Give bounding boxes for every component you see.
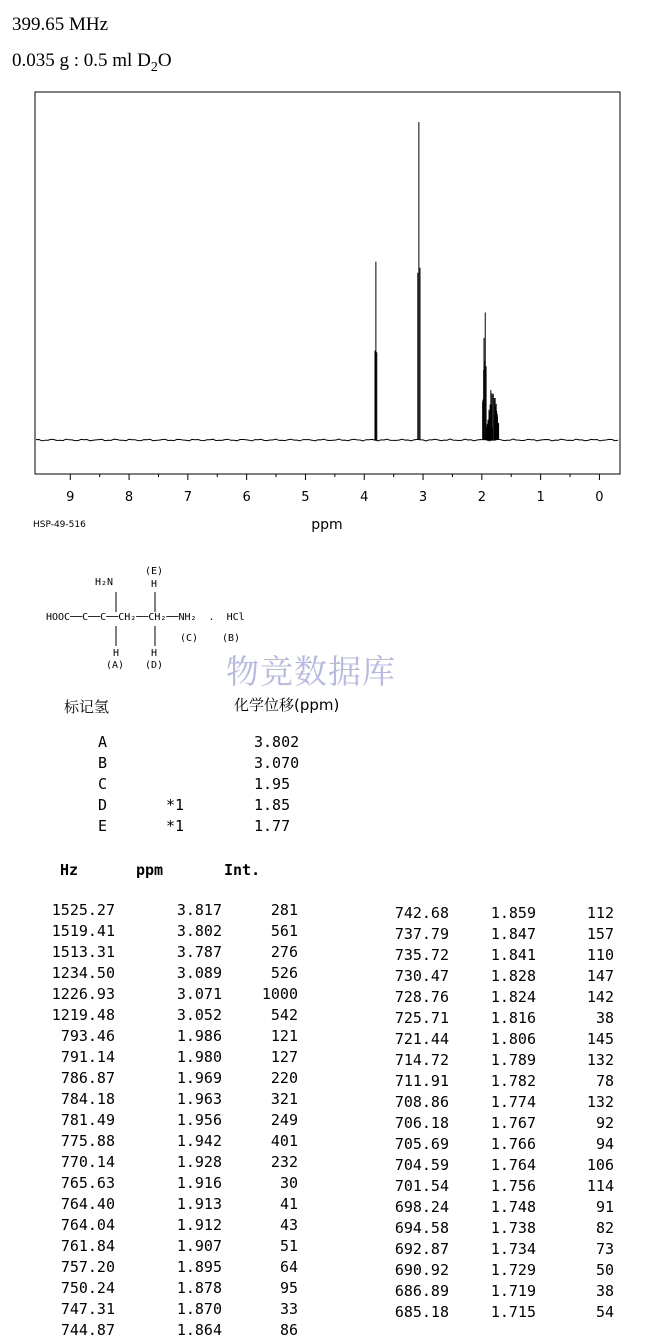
peak-ppm: 1.969 [176,1069,222,1087]
peak-hz: 694.58 [394,1219,449,1237]
peak-hz: 744.87 [60,1321,115,1339]
assignment-shift: 1.77 [254,817,291,835]
peak-intensity: 232 [270,1153,298,1171]
peak-ppm: 1.816 [490,1009,536,1027]
peak-row [368,987,628,1008]
assignment-proton-label: D [98,796,108,814]
peak-ppm: 1.841 [490,946,536,964]
peak-row [20,900,298,921]
assignment-shift: 3.802 [254,733,300,751]
peak-intensity: 249 [270,1111,298,1129]
peak-ppm: 1.907 [176,1237,222,1255]
peak-row [20,921,298,942]
peak-ppm: 1.756 [490,1177,536,1195]
x-tick-label: 3 [418,490,428,505]
peak-row [20,1320,298,1341]
assignment-proton-label: B [98,754,108,772]
peak-hz: 721.44 [394,1030,449,1048]
peak-row [368,1176,628,1197]
structure-h-right-bottom: H [151,648,158,659]
peak-hz: 742.68 [394,904,449,922]
peak-row [368,1050,628,1071]
peak-intensity: 121 [270,1027,298,1045]
peak-hz: 765.63 [60,1174,115,1192]
peak-intensity: 127 [270,1048,298,1066]
peak-intensity: 94 [595,1135,614,1153]
peak-row [20,1236,298,1257]
assignment-proton-label: A [98,733,108,751]
structure-a-label: (A) [106,660,125,671]
peak-hz: 690.92 [394,1261,449,1279]
peak-row [368,1071,628,1092]
peak-hz: 775.88 [60,1132,115,1150]
peak-hz: 781.49 [60,1111,115,1129]
peak-hz: 708.86 [394,1093,449,1111]
peak-row [368,1029,628,1050]
peak-hz: 735.72 [394,946,449,964]
peak-hz: 730.47 [394,967,449,985]
peak-ppm: 1.928 [176,1153,222,1171]
peak-hz: 1219.48 [51,1006,115,1024]
peak-hz: 761.84 [60,1237,115,1255]
peak-intensity: 82 [595,1219,614,1237]
peak-hz: 705.69 [394,1135,449,1153]
peak-row [20,963,298,984]
assignment-note: *1 [166,796,185,814]
peak-hz: 692.87 [394,1240,449,1258]
peak-hz: 770.14 [60,1153,115,1171]
peak-intensity: 54 [595,1303,614,1321]
peak-intensity: 542 [270,1006,298,1024]
peak-intensity: 132 [586,1093,614,1111]
assignment-row [98,816,358,837]
peak-row [20,942,298,963]
peak-hz: 764.40 [60,1195,115,1213]
peak-ppm: 1.764 [490,1156,536,1174]
peak-intensity: 220 [270,1069,298,1087]
assignment-proton-label: E [98,817,108,835]
peak-row [368,1113,628,1134]
peak-ppm: 3.071 [176,985,222,1003]
peak-row [368,924,628,945]
peak-intensity: 1000 [261,985,298,1003]
peak-row [20,1299,298,1320]
structure-h2n: H₂N [95,577,114,588]
peak-hz: 711.91 [394,1072,449,1090]
peak-hz: 728.76 [394,988,449,1006]
peak-header-hz: Hz [60,861,79,879]
peak-ppm: 1.729 [490,1261,536,1279]
peak-ppm: 1.912 [176,1216,222,1234]
peak-row [368,1092,628,1113]
peak-row [20,1215,298,1236]
peak-ppm: 3.817 [176,901,222,919]
peak-row [20,1089,298,1110]
sample-prefix: 0.035 g : 0.5 ml D [12,50,151,71]
peak-row [368,1197,628,1218]
peak-row [20,1257,298,1278]
peak-row [20,1131,298,1152]
peak-row [368,1302,628,1323]
peak-row [368,945,628,966]
peak-hz: 1226.93 [51,985,115,1003]
peak-ppm: 1.870 [176,1300,222,1318]
peak-row [368,1008,628,1029]
peak-ppm: 1.878 [176,1279,222,1297]
peak-intensity: 92 [595,1114,614,1132]
peak-row [20,1110,298,1131]
peak-ppm: 1.806 [490,1030,536,1048]
peak-row [20,1047,298,1068]
peak-ppm: 1.774 [490,1093,536,1111]
peak-row [20,1152,298,1173]
x-tick-label: 0 [595,490,604,505]
peak-ppm: 1.980 [176,1048,222,1066]
spectrometer-frequency: 399.65 MHz [12,14,109,35]
assignment-proton-label: C [98,775,108,793]
peak-intensity: 112 [586,904,614,922]
peak-ppm: 1.942 [176,1132,222,1150]
peak-hz: 701.54 [394,1177,449,1195]
peak-row [20,1194,298,1215]
peak-ppm: 1.719 [490,1282,536,1300]
peak-hz: 1525.27 [51,901,115,919]
peak-ppm: 1.986 [176,1027,222,1045]
peak-row [20,1278,298,1299]
x-tick-label: 8 [124,490,134,505]
peak-row [368,1134,628,1155]
peak-ppm: 1.956 [176,1111,222,1129]
peak-hz: 698.24 [394,1198,449,1216]
peak-ppm: 1.734 [490,1240,536,1258]
peak-hz: 714.72 [394,1051,449,1069]
peak-intensity: 142 [586,988,614,1006]
peak-hz: 1519.41 [51,922,115,940]
peak-ppm: 1.748 [490,1198,536,1216]
peak-hz: 1513.31 [51,943,115,961]
peak-hz: 704.59 [394,1156,449,1174]
structure-b-label: (B) [222,633,241,644]
peak-intensity: 114 [586,1177,614,1195]
peak-hz: 1234.50 [51,964,115,982]
peak-intensity: 33 [279,1300,298,1318]
peak-hz: 784.18 [60,1090,115,1108]
peak-intensity: 281 [270,901,298,919]
peak-ppm: 3.089 [176,964,222,982]
assignment-shift: 1.95 [254,775,291,793]
peak-intensity: 64 [279,1258,298,1276]
peak-hz: 793.46 [60,1027,115,1045]
peak-intensity: 132 [586,1051,614,1069]
peak-intensity: 30 [279,1174,298,1192]
structure-d-label: (D) [145,660,164,671]
peak-row [368,1239,628,1260]
peak-ppm: 1.715 [490,1303,536,1321]
x-tick-label: 4 [360,490,369,505]
assignment-shift: 3.070 [254,754,300,772]
peak-row [368,903,628,924]
peak-intensity: 95 [279,1279,298,1297]
peak-intensity: 106 [586,1156,614,1174]
structure-c-label: (C) [180,633,199,644]
assignment-header-shift: 化学位移(ppm) [234,696,340,714]
peak-intensity: 145 [586,1030,614,1048]
peak-intensity: 401 [270,1132,298,1150]
peak-hz: 764.04 [60,1216,115,1234]
peak-hz: 786.87 [60,1069,115,1087]
peak-hz: 706.18 [394,1114,449,1132]
peak-ppm: 1.859 [490,904,536,922]
peak-intensity: 38 [595,1009,614,1027]
peak-hz: 685.18 [394,1303,449,1321]
x-tick-label: 6 [242,490,251,505]
peak-ppm: 1.913 [176,1195,222,1213]
peak-hz: 791.14 [60,1048,115,1066]
assignment-shift: 1.85 [254,796,291,814]
assignment-row [98,774,358,795]
spectrum-code: HSP-49-516 [33,520,86,530]
peak-ppm: 1.895 [176,1258,222,1276]
peak-ppm: 1.782 [490,1072,536,1090]
peak-ppm: 3.052 [176,1006,222,1024]
peak-intensity: 38 [595,1282,614,1300]
peak-row [368,1218,628,1239]
peak-intensity: 561 [270,922,298,940]
x-tick-label: 2 [477,490,486,505]
peak-list-left [20,900,298,1341]
peak-row [20,1173,298,1194]
structure-h-left-bottom: H [113,648,120,659]
watermark-text: 物竞数据库 [226,652,396,691]
x-tick-label: 5 [301,490,310,505]
peak-intensity: 86 [279,1321,298,1339]
peak-intensity: 51 [279,1237,298,1255]
peak-ppm: 1.916 [176,1174,222,1192]
peak-ppm: 3.802 [176,922,222,940]
assignment-row [98,795,358,816]
peak-row [20,1026,298,1047]
peak-intensity: 91 [595,1198,614,1216]
assignment-table [98,732,358,837]
structure-e-label: (E) [145,566,164,577]
peak-intensity: 147 [586,967,614,985]
peak-row [20,984,298,1005]
assignment-note: *1 [166,817,185,835]
peak-intensity: 110 [586,946,614,964]
peak-intensity: 321 [270,1090,298,1108]
peak-ppm: 1.828 [490,967,536,985]
peak-ppm: 1.824 [490,988,536,1006]
peak-ppm: 1.789 [490,1051,536,1069]
peak-row [368,1281,628,1302]
assignment-row [98,732,358,753]
peak-header-ppm: ppm [136,861,164,879]
assignment-row [98,753,358,774]
peak-intensity: 41 [279,1195,298,1213]
x-tick-label: 9 [66,490,75,505]
peak-ppm: 1.847 [490,925,536,943]
peak-hz: 686.89 [394,1282,449,1300]
sample-subscript: 2 [150,59,158,75]
x-tick-label: 1 [536,490,545,505]
peak-hz: 750.24 [60,1279,115,1297]
peak-ppm: 1.864 [176,1321,222,1339]
assignment-header-label: 标记氢 [64,698,110,716]
peak-intensity: 78 [595,1072,614,1090]
peak-hz: 737.79 [394,925,449,943]
peak-ppm: 1.766 [490,1135,536,1153]
sample-suffix: O [157,50,172,71]
peak-row [368,1260,628,1281]
peak-row [368,966,628,987]
peak-hz: 747.31 [60,1300,115,1318]
peak-ppm: 1.738 [490,1219,536,1237]
x-tick-label: 7 [183,490,193,505]
peak-hz: 725.71 [394,1009,449,1027]
peak-row [368,1155,628,1176]
peak-intensity: 43 [279,1216,298,1234]
peak-header-int: Int. [224,861,261,879]
peak-intensity: 157 [586,925,614,943]
peak-ppm: 1.767 [490,1114,536,1132]
peak-intensity: 50 [595,1261,614,1279]
peak-intensity: 276 [270,943,298,961]
structure-chain: HOOC──C──C──CH₂──CH₂──NH₂ . HCl [46,612,245,623]
peak-ppm: 1.963 [176,1090,222,1108]
peak-intensity: 73 [595,1240,614,1258]
peak-list-right [368,903,628,1323]
peak-hz: 757.20 [60,1258,115,1276]
peak-row [20,1068,298,1089]
structure-h-top: H [151,579,158,590]
peak-ppm: 3.787 [176,943,222,961]
x-axis-label: ppm [311,517,343,533]
peak-intensity: 526 [270,964,298,982]
peak-row [20,1005,298,1026]
